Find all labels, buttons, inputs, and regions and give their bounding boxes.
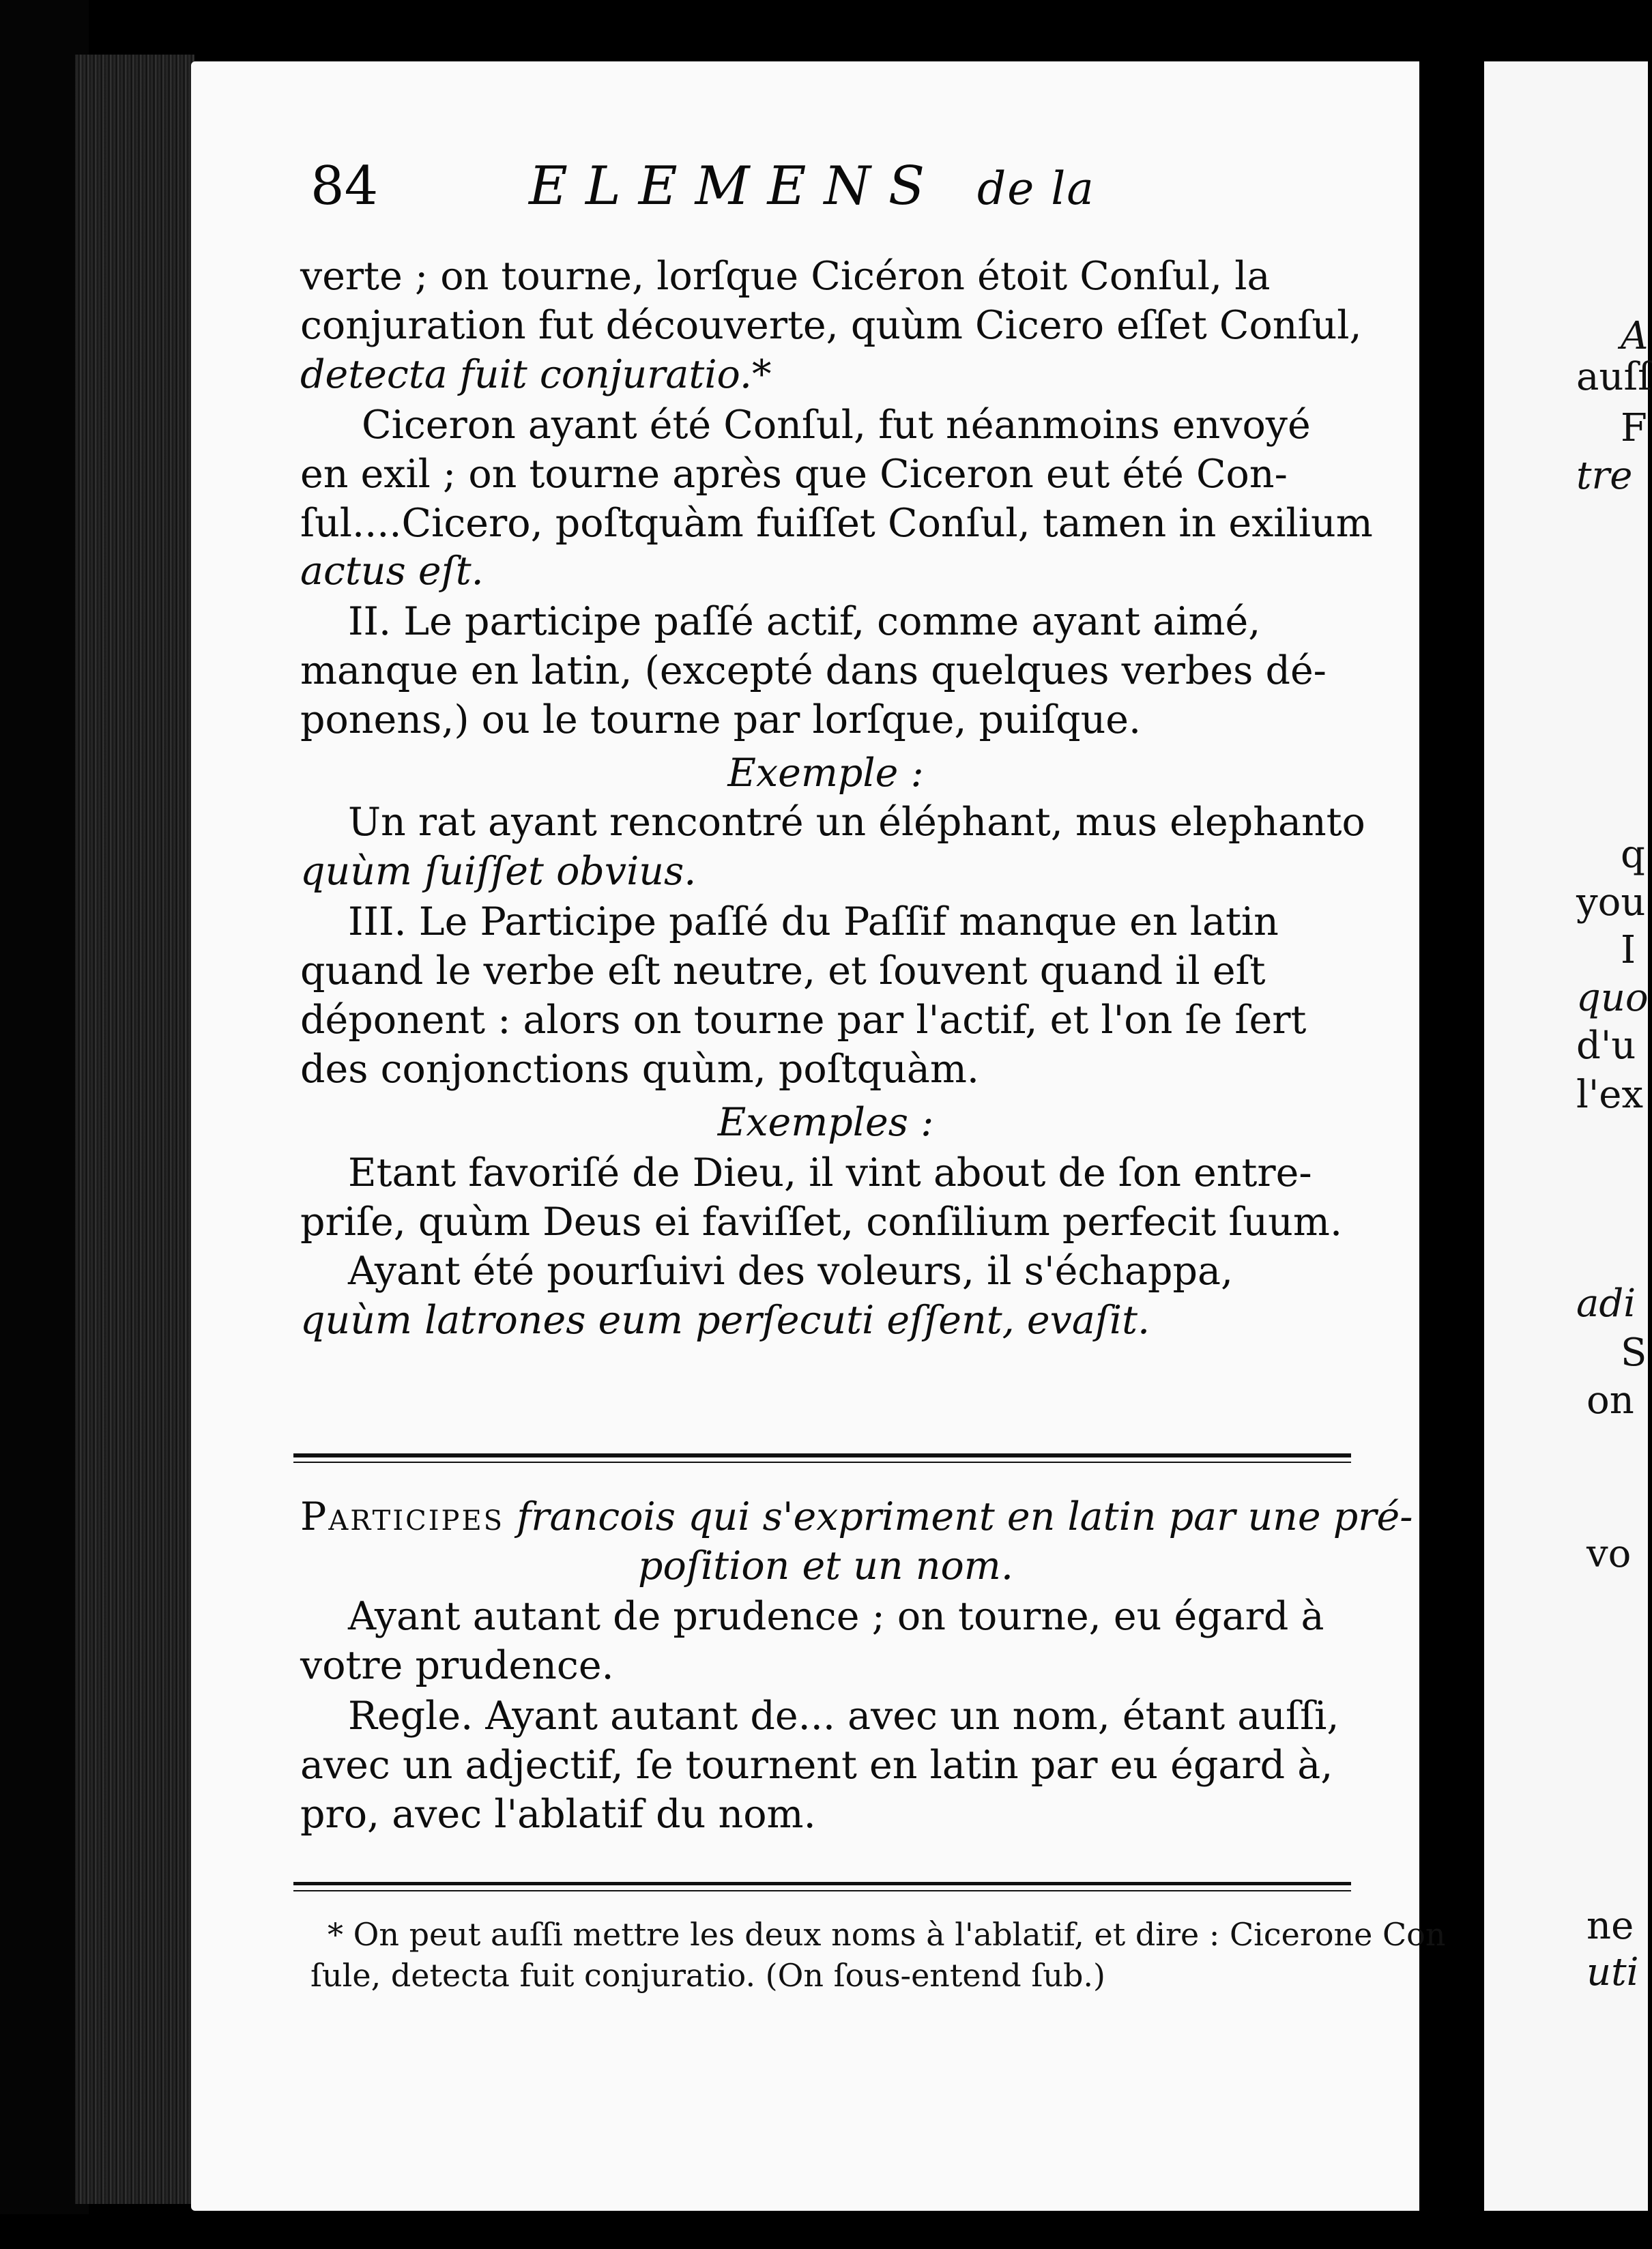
footnote-line: * On peut auſſi mettre les deux noms à l'ablatif, et dire : Cicerone Con [328, 1916, 1446, 1953]
example-heading: Exemple : [727, 751, 924, 796]
footnote-line: ſule, detecta fuit conjuratio. (On ſous-entend ſub.) [310, 1957, 1106, 1994]
facing-page-fragment: tre [1576, 454, 1633, 498]
text-line: II. Le participe paſſé actif, comme ayant aimé, [348, 599, 1261, 644]
book-edge [75, 55, 194, 2204]
text-line: avec un adjectif, ſe tournent en latin par eu égard à, [300, 1743, 1333, 1788]
footnote-rule-thin [293, 1890, 1351, 1891]
text-line: Etant favoriſé de Dieu, il vint about de ſon entre- [348, 1150, 1312, 1195]
book-gutter [1419, 55, 1491, 2238]
facing-page-fragment: auſſ [1576, 355, 1652, 399]
text-line: Ciceron ayant été Conſul, fut néanmoins envoyé [362, 403, 1311, 448]
facing-page-fragment: S [1621, 1331, 1647, 1375]
examples-heading: Exemples : [717, 1100, 934, 1145]
facing-page-fragment: ne [1586, 1904, 1634, 1948]
text-line: votre prudence. [300, 1643, 614, 1688]
facing-page-fragment: I [1621, 928, 1636, 972]
text-line: actus eſt. [300, 549, 484, 594]
footnote-rule-thick [293, 1882, 1351, 1885]
facing-page-fragment: uti [1586, 1950, 1639, 1994]
text-line: quùm ſuiſſet obvius. [300, 849, 697, 894]
text-line: priſe, quùm Deus ei faviſſet, conſilium perfecit ſuum. [300, 1200, 1343, 1245]
text-line: déponent : alors on tourne par l'actif, et l'on ſe ſert [300, 998, 1307, 1043]
section-heading-caps: Participes [300, 1494, 505, 1539]
facing-page-fragment: q [1621, 832, 1645, 877]
facing-page-fragment: d'u [1576, 1024, 1636, 1068]
text-line: pro, avec l'ablatif du nom. [300, 1792, 816, 1837]
text-line: en exil ; on tourne après que Ciceron eut été Con- [300, 452, 1288, 497]
running-title [529, 156, 1095, 217]
section-heading-italic: francois qui s'expriment en latin par une pré- [517, 1494, 1413, 1539]
text-line: verte ; on tourne, lorſque Cicéron étoit Conſul, la [300, 254, 1271, 299]
facing-page-fragment: A [1621, 314, 1649, 358]
rule-line: Regle. Ayant autant de... avec un nom, étant auſſi, [348, 1694, 1339, 1739]
text-line: conjuration fut découverte, quùm Cicero eſſet Conſul, [300, 303, 1362, 348]
facing-page-fragment: you [1576, 880, 1646, 925]
facing-page-fragment: l'ex [1576, 1073, 1644, 1117]
text-line: III. Le Participe paſſé du Paſſif manque en latin [348, 899, 1279, 944]
facing-page-fragment: F [1621, 406, 1647, 450]
facing-page-fragment: quo [1576, 976, 1649, 1020]
facing-page-fragment: vo [1586, 1532, 1632, 1576]
running-title-main: ELEMENS [529, 156, 943, 217]
section-heading [300, 1494, 1412, 1539]
running-header [310, 156, 1198, 217]
section-heading-cont: poſition et un nom. [638, 1543, 1013, 1588]
text-line: Un rat ayant rencontré un éléphant, mus elephanto [348, 800, 1365, 845]
text-line: Ayant autant de prudence ; on tourne, eu égard à [348, 1594, 1324, 1639]
page-number: 84 [310, 156, 379, 217]
text-line: manque en latin, (excepté dans quelques verbes dé- [300, 648, 1327, 693]
section-rule-thin [293, 1462, 1351, 1463]
text-line: quùm latrones eum perſecuti eſſent, evaſit. [300, 1298, 1150, 1343]
text-line: quand le verbe eſt neutre, et ſouvent quand il eſt [300, 948, 1266, 993]
facing-page-fragment: on [1586, 1378, 1634, 1423]
text-line: ponens,) ou le tourne par lorſque, puiſque. [300, 697, 1142, 742]
scan-bottom-margin [0, 2214, 1640, 2249]
text-line: detecta fuit conjuratio.* [300, 352, 772, 397]
text-line: des conjonctions quùm, poſtquàm. [300, 1047, 980, 1092]
section-rule-thick [293, 1453, 1351, 1457]
facing-page-fragment: adi [1576, 1281, 1636, 1326]
text-line: ſul....Cicero, poſtquàm fuiſſet Conſul, tamen in exilium [300, 501, 1373, 546]
text-line: Ayant été pourſuivi des voleurs, il s'échappa, [348, 1249, 1234, 1294]
running-title-small: de la [976, 162, 1095, 215]
